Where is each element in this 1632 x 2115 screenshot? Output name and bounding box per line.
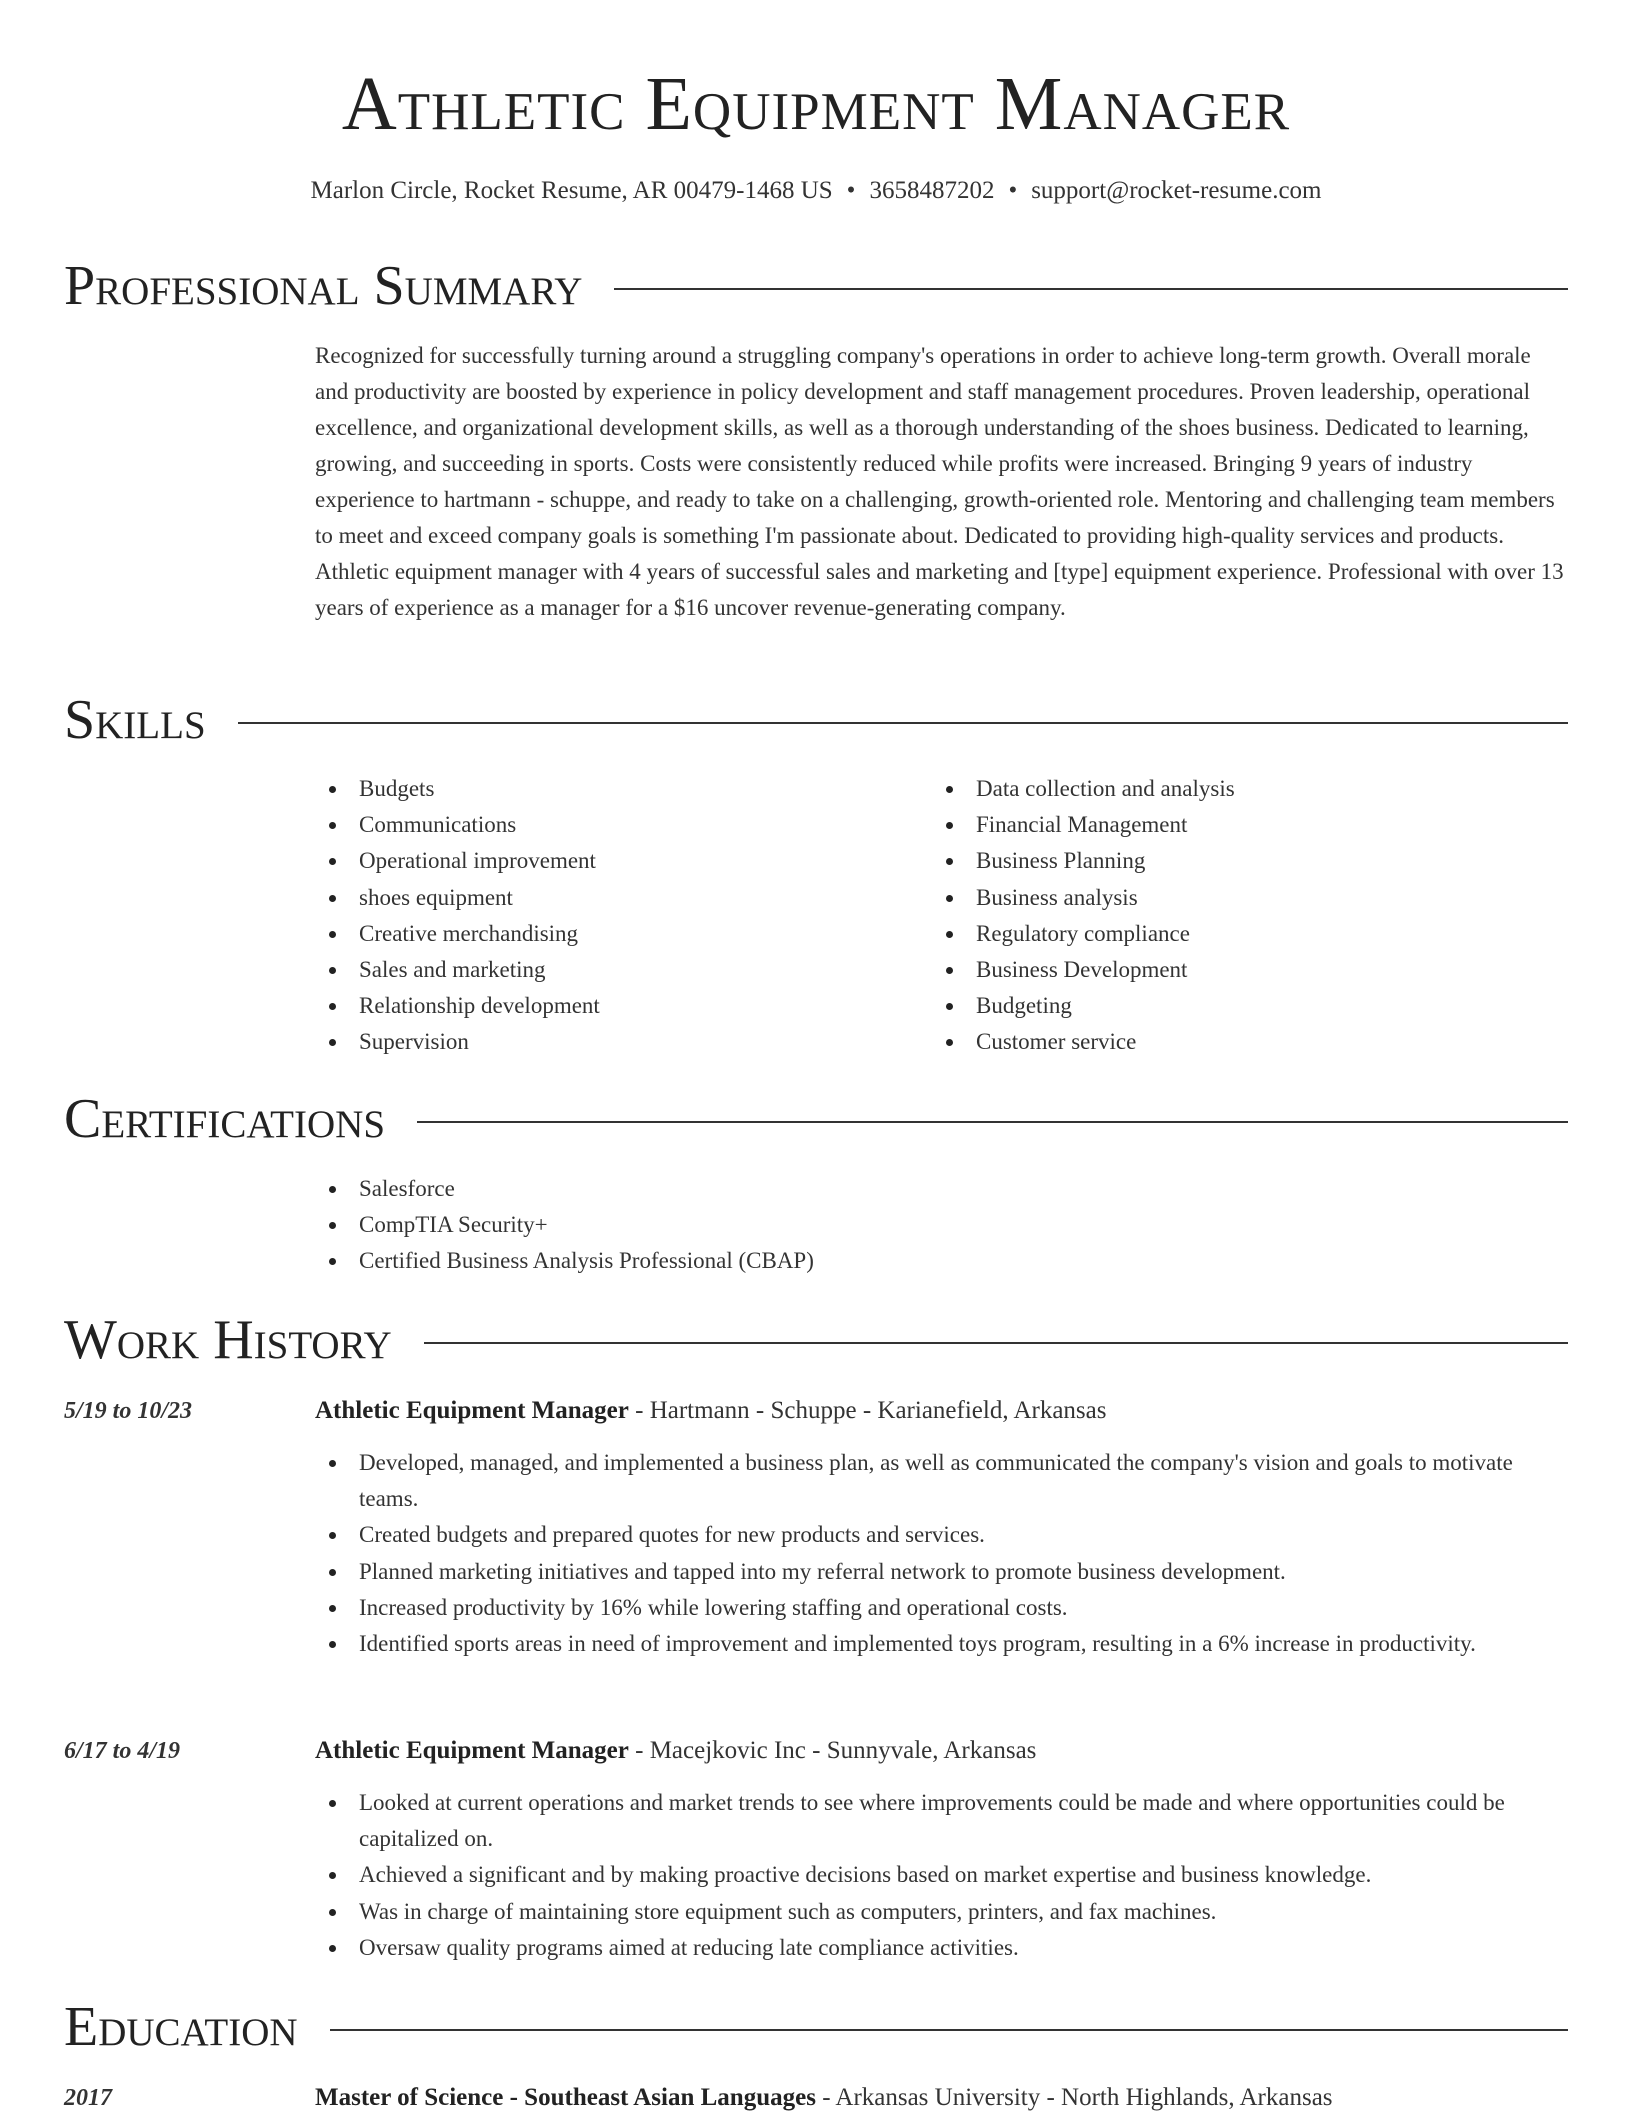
- contact-separator: •: [846, 177, 856, 204]
- job-bullet: Increased productivity by 16% while lowering staffing and operational costs.: [315, 1590, 1565, 1626]
- skill-item: Data collection and analysis: [932, 771, 1562, 807]
- job-bullet: Achieved a significant and by making proactive decisions based on market expertise and business knowledge.: [315, 1857, 1565, 1893]
- skill-item: Supervision: [315, 1024, 915, 1060]
- resume-name: Athletic Equipment Manager: [341, 62, 1291, 146]
- job-bullet: Oversaw quality programs aimed at reducing late compliance activities.: [315, 1930, 1565, 1966]
- skill-item: Customer service: [932, 1024, 1562, 1060]
- skill-item: Financial Management: [932, 807, 1562, 843]
- education-year: 2017: [64, 2085, 112, 2111]
- skill-item: Operational improvement: [315, 843, 915, 879]
- skill-item: Regulatory compliance: [932, 916, 1562, 952]
- skill-item: shoes equipment: [315, 880, 915, 916]
- job-heading: [315, 1734, 1565, 1768]
- contact-phone: 3658487202: [869, 177, 995, 204]
- section-divider: [417, 1121, 1568, 1123]
- job-employer-location: - Macejkovic Inc - Sunnyvale, Arkansas: [628, 1737, 1037, 1764]
- job-bullet: Looked at current operations and market trends to see where improvements could be made and where opportunities could be capitalized on.: [315, 1785, 1565, 1857]
- job-bullet: Planned marketing initiatives and tapped into my referral network to promote business development.: [315, 1554, 1565, 1590]
- job-bullet: Created budgets and prepared quotes for new products and services.: [315, 1517, 1565, 1553]
- skill-item: Budgets: [315, 771, 915, 807]
- education-heading: [315, 2081, 1565, 2115]
- skill-item: Budgeting: [932, 988, 1562, 1024]
- skill-item: Business analysis: [932, 880, 1562, 916]
- job-bullet: Developed, managed, and implemented a business plan, as well as communicated the company's vision and goals to motivate teams.: [315, 1445, 1565, 1517]
- job-title: Athletic Equipment Manager: [315, 1397, 629, 1424]
- contact-address: Marlon Circle, Rocket Resume, AR 00479-1468 US: [310, 177, 833, 204]
- summary-text: Recognized for successfully turning around a struggling company's operations in order to achieve long-term growth. Overall morale and productivity are boosted by experience in policy development and staff management procedures. Proven leadership, operational excellence, and organizational development skills, as well as a thorough understanding of the shoes business. Dedicated to learning, growing, and succeeding in sports. Costs were consistently reduced while profits were increased. Bringing 9 years of industry experience to hartmann - schuppe, and ready to take on a challenging, growth-oriented role. Mentoring and challenging team members to meet and exceed company goals is something I'm passionate about. Dedicated to providing high-quality services and products. Athletic equipment manager with 4 years of successful sales and marketing and [type] equipment experience. Professional with over 13 years of experience as a manager for a $16 uncover revenue-generating company.: [315, 343, 1564, 620]
- skill-item: Creative merchandising: [315, 916, 915, 952]
- contact-line: [0, 174, 1632, 208]
- section-divider: [330, 2029, 1568, 2031]
- skills-list-left: [315, 771, 915, 1061]
- skill-item: Relationship development: [315, 988, 915, 1024]
- job-bullets: [315, 1785, 1565, 1966]
- summary-section-header: [64, 254, 1568, 318]
- skill-item: Communications: [315, 807, 915, 843]
- job-bullet: Was in charge of maintaining store equipment such as computers, printers, and fax machines.: [315, 1894, 1565, 1930]
- job-dates: 5/19 to 10/23: [64, 1398, 193, 1424]
- job-dates: 6/17 to 4/19: [64, 1738, 181, 1764]
- certification-item: Certified Business Analysis Professional (CBAP): [315, 1243, 1565, 1279]
- contact-separator: •: [1008, 177, 1018, 204]
- skills-section-header: [64, 688, 1568, 752]
- job-employer-location: - Hartmann - Schuppe - Karianefield, Arkansas: [628, 1397, 1107, 1424]
- skill-item: Business Planning: [932, 843, 1562, 879]
- section-divider: [424, 1342, 1568, 1344]
- skill-item: Sales and marketing: [315, 952, 915, 988]
- certifications-section-header: [64, 1087, 1568, 1151]
- education-section-header: [64, 1995, 1568, 2059]
- section-divider: [238, 722, 1568, 724]
- skills-list-right: [932, 771, 1562, 1061]
- contact-email: support@rocket-resume.com: [1031, 177, 1322, 204]
- work-section-header: [64, 1308, 1568, 1372]
- skills-section-title: Skills: [64, 689, 206, 751]
- education-degree: Master of Science - Southeast Asian Languages: [315, 2084, 816, 2111]
- certification-item: Salesforce: [315, 1171, 1565, 1207]
- summary-section-title: Professional Summary: [64, 255, 583, 317]
- section-divider: [614, 288, 1568, 290]
- job-bullets: [315, 1445, 1565, 1662]
- job-bullet: Identified sports areas in need of improvement and implemented toys program, resulting in a 6% increase in productivity.: [315, 1626, 1565, 1662]
- skill-item: Business Development: [932, 952, 1562, 988]
- certifications-section-title: Certifications: [64, 1088, 386, 1150]
- education-section-title: Education: [64, 1996, 298, 2058]
- job-title: Athletic Equipment Manager: [315, 1737, 629, 1764]
- certification-item: CompTIA Security+: [315, 1207, 1565, 1243]
- work-section-title: Work History: [64, 1309, 392, 1371]
- education-school-location: - Arkansas University - North Highlands, Arkansas: [815, 2084, 1333, 2111]
- certifications-list: [315, 1171, 1565, 1280]
- job-heading: [315, 1394, 1565, 1428]
